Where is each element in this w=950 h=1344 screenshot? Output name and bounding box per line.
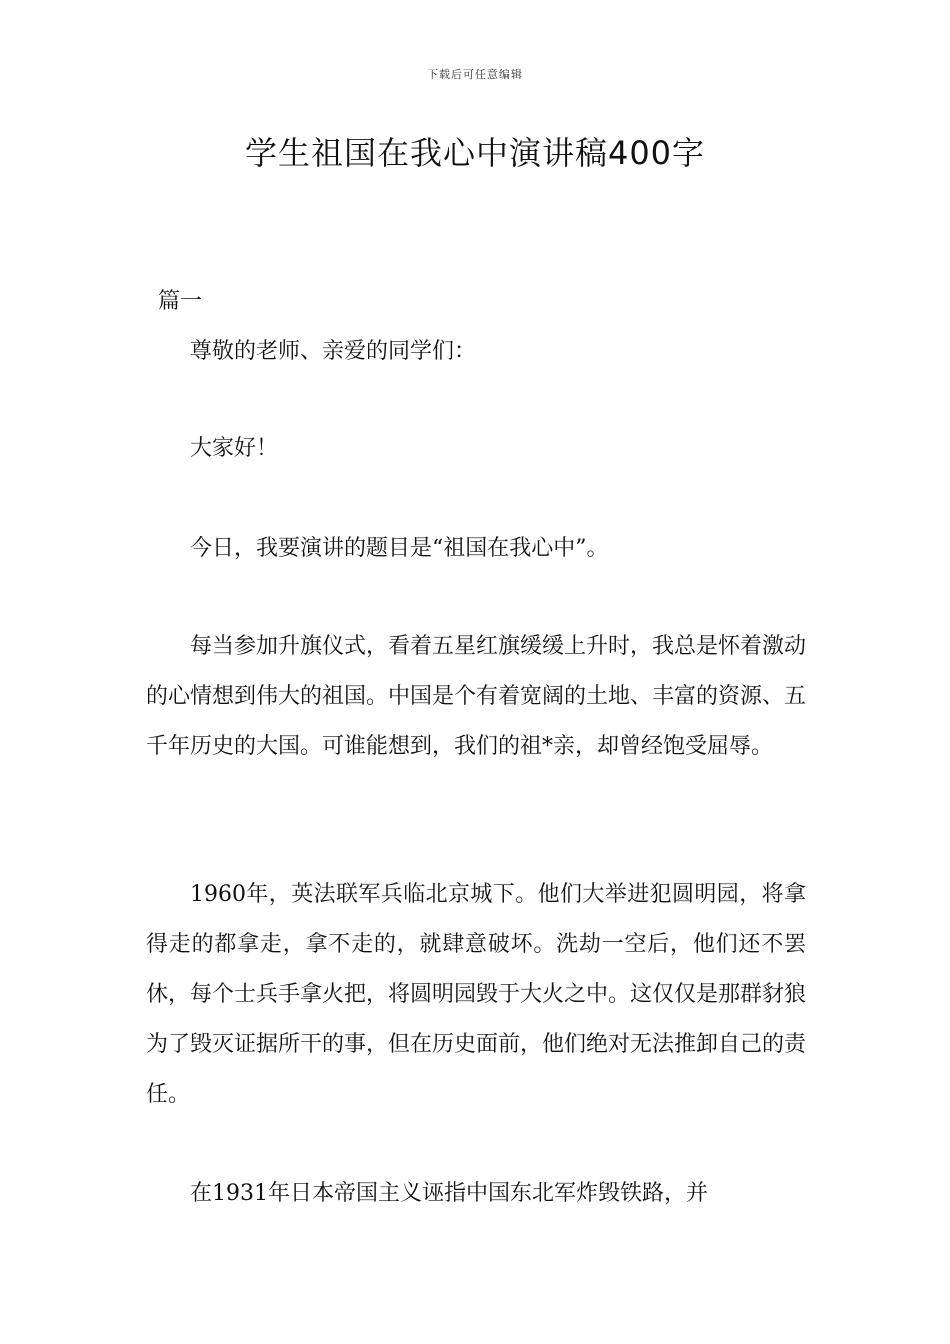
document-title: 学生祖国在我心中演讲稿400字 bbox=[244, 134, 706, 172]
paragraph-flag-ceremony: 每当参加升旗仪式，看着五星红旗缓缓上升时，我总是怀着激动的心情想到伟大的祖国。中国是个有着宽阔的土地、丰富的资源、五千年历史的大国。可谁能想到，我们的祖*亲，却曾经饱受屈辱。 bbox=[146, 634, 807, 759]
section-label: 篇一 bbox=[158, 289, 203, 314]
paragraph-topic: 今日，我要演讲的题目是“祖国在我心中”。 bbox=[190, 536, 609, 561]
paragraph-1931: 在1931年日本帝国主义诬指中国东北军炸毁铁路，并 bbox=[190, 1181, 708, 1206]
header-note: 下载后可任意编辑 bbox=[427, 68, 523, 81]
paragraph-yuanmingyuan: 1960年，英法联军兵临北京城下。他们大举进犯圆明园，将拿得走的都拿走，拿不走的，就肆意破坏。洗劫一空后，他们还不罢休，每个士兵手拿火把，将圆明园毁于大火之中。这仅仅是那群豺狼为了毁灭证据所干的事，但在历史面前，他们绝对无法推卸自己的责任。 bbox=[146, 882, 807, 1107]
paragraph-greeting: 尊敬的老师、亲爱的同学们： bbox=[190, 339, 477, 364]
paragraph-hello: 大家好！ bbox=[190, 436, 279, 461]
